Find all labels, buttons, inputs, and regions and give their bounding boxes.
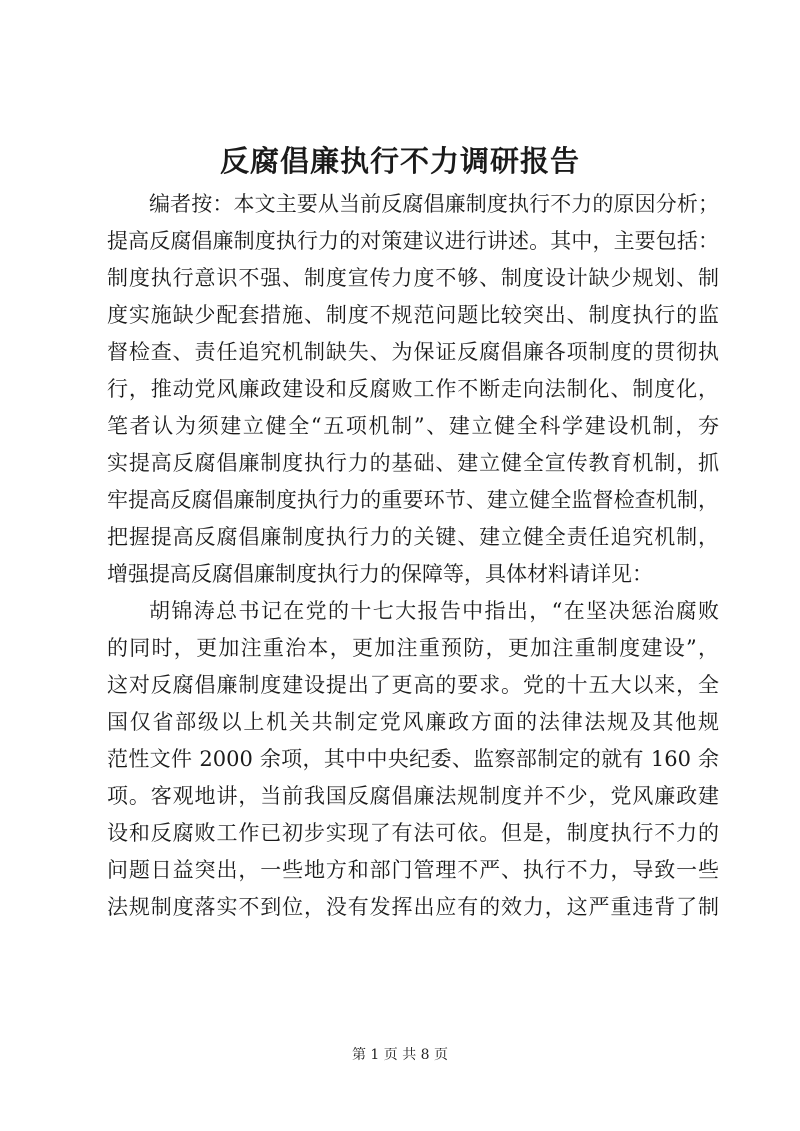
text-line: 的同时，更加注重治本，更加注重预防，更加注重制度建设”， <box>107 636 719 660</box>
text-line: 范性文件 2000 余项，其中中央纪委、监察部制定的就有 160 余 <box>107 747 719 771</box>
text-line: 项。客观地讲，当前我国反腐倡廉法规制度并不少，党风廉政建 <box>107 784 719 808</box>
text-line: 行，推动党风廉政建设和反腐败工作不断走向法制化、制度化， <box>107 377 719 401</box>
text-line: 国仅省部级以上机关共制定党风廉政方面的法律法规及其他规 <box>107 710 719 734</box>
text-line: 牢提高反腐倡廉制度执行力的重要环节、建立健全监督检查机制， <box>107 488 719 512</box>
text-line: 实提高反腐倡廉制度执行力的基础、建立健全宣传教育机制，抓 <box>107 451 719 475</box>
text-line: 提高反腐倡廉制度执行力的对策建议进行讲述。其中，主要包括： <box>107 229 719 253</box>
text-line: 督检查、责任追究机制缺失、为保证反腐倡廉各项制度的贯彻执 <box>107 340 719 364</box>
text-line: 问题日益突出，一些地方和部门管理不严、执行不力，导致一些 <box>107 858 719 882</box>
text-line: 法规制度落实不到位，没有发挥出应有的效力，这严重违背了制 <box>107 895 719 919</box>
text-line: 设和反腐败工作已初步实现了有法可依。但是，制度执行不力的 <box>107 821 719 845</box>
paragraph-editor-note <box>107 186 719 593</box>
text-line: 这对反腐倡廉制度建设提出了更高的要求。党的十五大以来，全 <box>107 673 719 697</box>
text-line: 度实施缺少配套措施、制度不规范问题比较突出、制度执行的监 <box>107 303 719 327</box>
text-line: 制度执行意识不强、制度宣传力度不够、制度设计缺少规划、制 <box>107 266 719 290</box>
text-line: 编者按：本文主要从当前反腐倡廉制度执行不力的原因分析； <box>149 192 719 216</box>
page-footer: 第 1 页 共 8 页 <box>351 1047 449 1063</box>
text-line: 胡锦涛总书记在党的十七大报告中指出，“在坚决惩治腐败 <box>149 599 719 623</box>
text-line: 把握提高反腐倡廉制度执行力的关键、建立健全责任追究机制， <box>107 525 719 549</box>
paragraph-main <box>107 593 719 926</box>
text-line: 增强提高反腐倡廉制度执行力的保障等，具体材料请详见： <box>107 562 653 586</box>
document-title: 反腐倡廉执行不力调研报告 <box>219 144 580 178</box>
text-line: 笔者认为须建立健全“五项机制”、建立健全科学建设机制，夯 <box>107 414 719 438</box>
document-body <box>107 186 719 926</box>
